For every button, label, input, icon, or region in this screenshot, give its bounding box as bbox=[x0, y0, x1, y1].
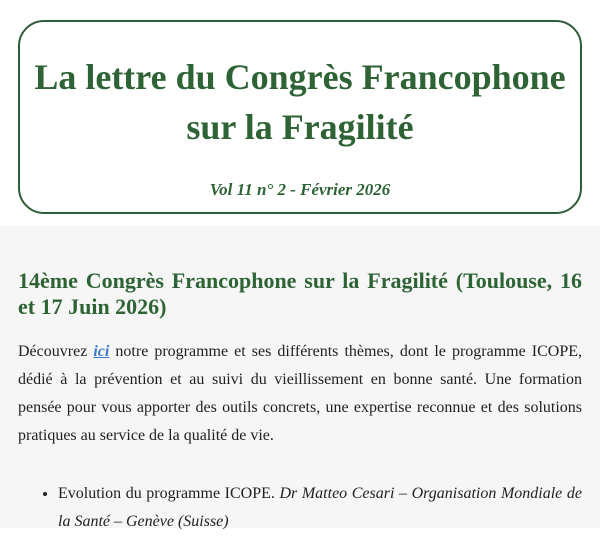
issue-info: Vol 11 n° 2 - Février 2026 bbox=[209, 180, 391, 199]
title-line-1: La lettre du Congrès Francophone bbox=[34, 57, 566, 97]
intro-paragraph bbox=[18, 338, 582, 450]
header bbox=[0, 0, 600, 224]
header-box bbox=[18, 20, 582, 214]
intro-text-after: notre programme et ses différents thèmes, dont le programme ICOPE, dédié à la prévention et au suivi du vieillissement en bonne santé. Une formation pensée pour vous apporter des outils concrets, une expertise reconnue et des solutions pratiques au service de la qualité de vie. bbox=[18, 343, 583, 444]
main-content bbox=[0, 226, 600, 528]
newsletter-title bbox=[20, 52, 580, 152]
program-link[interactable]: ici bbox=[93, 343, 110, 360]
intro-text-before: Découvrez bbox=[18, 343, 94, 360]
program-speaker: Dr Matteo Cesari – Organisation Mondiale de la Santé – Genève (Suisse) bbox=[58, 485, 582, 530]
title-line-2: sur la Fragilité bbox=[186, 107, 414, 147]
section-title: 14ème Congrès Francophone sur la Fragilité (Toulouse, 16 et 17 Juin 2026) bbox=[18, 268, 582, 319]
program-topic: Evolution du programme ICOPE. bbox=[58, 485, 280, 502]
